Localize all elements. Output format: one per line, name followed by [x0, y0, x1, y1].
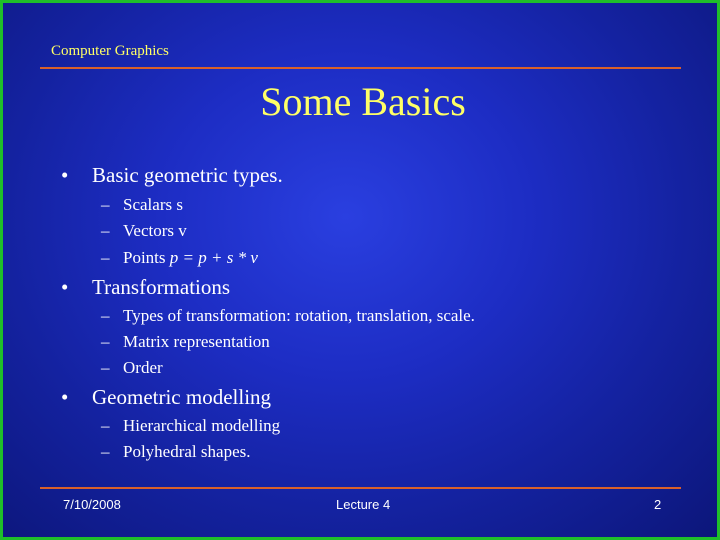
sub-item-text: Scalars s: [123, 195, 183, 214]
dash-marker: –: [101, 416, 110, 435]
bullet-marker: •: [61, 385, 69, 409]
sub-item-text: Vectors v: [123, 221, 187, 240]
dash-marker: –: [101, 248, 110, 267]
sub-item: [101, 332, 270, 352]
dash-marker: –: [101, 221, 110, 240]
sub-item-text: Hierarchical modelling: [123, 416, 281, 435]
bullet-item-1: [61, 163, 283, 188]
bullet-item-2: [61, 275, 230, 300]
dash-marker: –: [101, 358, 110, 377]
sub-item-text: Points: [123, 248, 170, 267]
dash-marker: –: [101, 306, 110, 325]
sub-item-text: Types of transformation: rotation, translation, scale.: [123, 306, 475, 325]
dash-marker: –: [101, 332, 110, 351]
dash-marker: –: [101, 195, 110, 214]
sub-item-text: Polyhedral shapes.: [123, 442, 251, 461]
bullet-marker: •: [61, 163, 69, 187]
bullet-text: Geometric modelling: [92, 385, 272, 409]
bullet-item-3: [61, 385, 271, 410]
footer-divider: [40, 487, 681, 489]
slide-title: Some Basics: [260, 79, 466, 124]
sub-item-text: Matrix representation: [123, 332, 270, 351]
course-header: Computer Graphics: [51, 43, 169, 59]
bullet-text: Basic geometric types.: [92, 163, 283, 187]
sub-item: [101, 416, 280, 436]
footer-lecture: Lecture 4: [336, 497, 391, 512]
sub-item: [101, 306, 475, 326]
header-divider: [40, 67, 681, 69]
dash-marker: –: [101, 442, 110, 461]
sub-item: [101, 195, 183, 215]
bullet-marker: •: [61, 275, 69, 299]
bullet-text: Transformations: [92, 275, 231, 299]
points-formula: p = p + s * v: [169, 248, 258, 267]
footer-page-number: 2: [654, 497, 662, 512]
sub-item: [101, 221, 187, 241]
sub-item: [101, 442, 250, 462]
sub-item: [101, 358, 163, 378]
sub-item: [101, 248, 258, 268]
sub-item-text: Order: [123, 358, 163, 377]
footer-date: 7/10/2008: [63, 497, 121, 512]
